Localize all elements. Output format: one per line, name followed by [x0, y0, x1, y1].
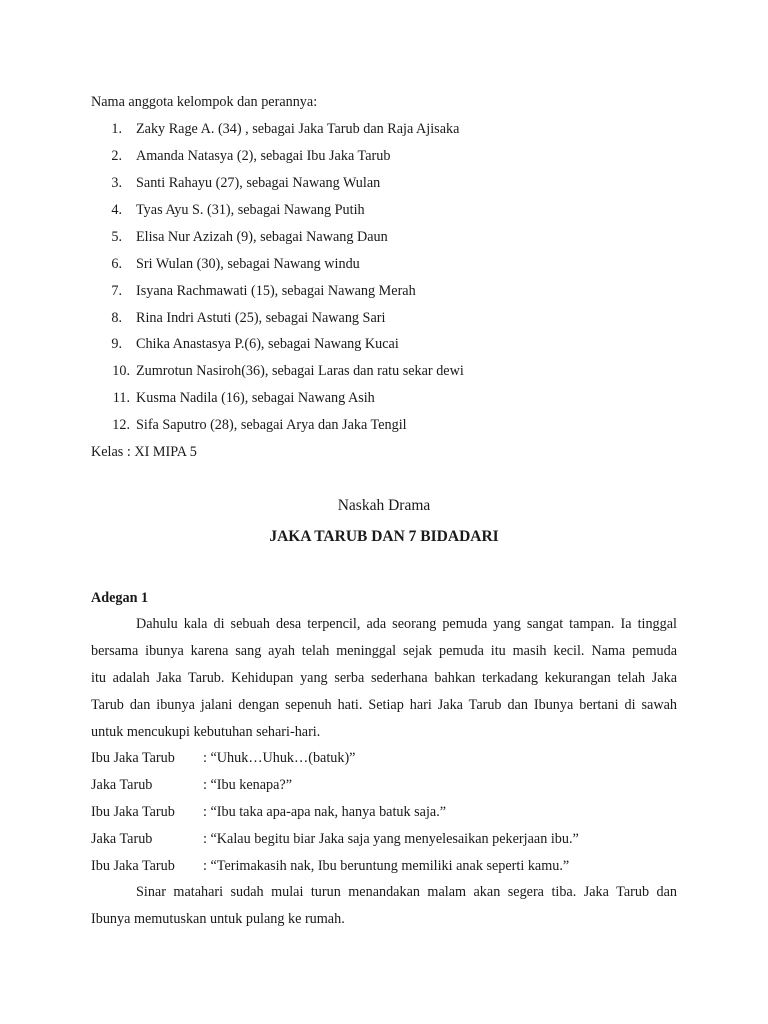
paragraph-line: Dahulu kala di sebuah desa terpencil, ada seorang pemuda yang sangat tampan. Ia tinggal: [136, 616, 677, 632]
list-item-text: Santi Rahayu (27), sebagai Nawang Wulan: [136, 175, 381, 191]
dialogue-line: : “Kalau begitu biar Jaka saja yang menyelesaikan pekerjaan ibu.”: [203, 831, 579, 847]
list-item-number: 7.: [111, 283, 122, 299]
paragraph-line: itu adalah Jaka Tarub. Kehidupan yang serba sederhana bahkan terkadang kekurangan telah Jaka: [91, 670, 677, 686]
narration-paragraph: [91, 611, 677, 746]
dialogue-line: : “Ibu taka apa-apa nak, hanya batuk saja.”: [203, 804, 447, 820]
list-item-number: 4.: [111, 202, 122, 218]
dialogue-line: : “Terimakasih nak, Ibu beruntung memiliki anak seperti kamu.”: [203, 858, 570, 874]
list-item-number: 12.: [112, 417, 130, 433]
list-item-text: Tyas Ayu S. (31), sebagai Nawang Putih: [136, 202, 365, 218]
speaker-name: Ibu Jaka Tarub: [91, 750, 175, 766]
class-label: Kelas : XI MIPA 5: [91, 444, 197, 460]
list-item-text: Sifa Saputro (28), sebagai Arya dan Jaka Tengil: [136, 417, 407, 433]
speaker-name: Jaka Tarub: [91, 831, 153, 847]
list-item-text: Zaky Rage A. (34) , sebagai Jaka Tarub dan Raja Ajisaka: [136, 121, 460, 137]
paragraph-line: Tarub dan ibunya jalani dengan sepenuh hati. Setiap hari Jaka Tarub dan Ibunya bertani di sawah: [91, 697, 677, 713]
list-item-text: Zumrotun Nasiroh(36), sebagai Laras dan ratu sekar dewi: [136, 363, 464, 379]
list-item-text: Rina Indri Astuti (25), sebagai Nawang Sari: [136, 310, 386, 326]
list-item-text: Kusma Nadila (16), sebagai Nawang Asih: [136, 390, 375, 406]
document-title: JAKA TARUB DAN 7 BIDADARI: [269, 528, 499, 545]
list-item-number: 3.: [111, 175, 122, 191]
list-item-number: 8.: [111, 310, 122, 326]
speaker-name: Ibu Jaka Tarub: [91, 858, 175, 874]
list-item-text: Chika Anastasya P.(6), sebagai Nawang Kucai: [136, 336, 399, 352]
list-item-text: Isyana Rachmawati (15), sebagai Nawang Merah: [136, 283, 416, 299]
dialogue-line: : “Ibu kenapa?”: [203, 777, 293, 793]
paragraph-line: bersama ibunya karena sang ayah telah meninggal sejak pemuda itu masih kecil. Nama pemuda: [91, 643, 677, 659]
list-item-number: 5.: [111, 229, 122, 245]
list-item-number: 10.: [112, 363, 130, 379]
speaker-name: Ibu Jaka Tarub: [91, 804, 175, 820]
paragraph-line: untuk mencukupi kebutuhan sehari-hari.: [91, 724, 321, 740]
narration-paragraph: [91, 879, 677, 933]
paragraph-line: Sinar matahari sudah mulai turun menandakan malam akan segera tiba. Jaka Tarub dan: [136, 884, 677, 900]
paragraph-line: Ibunya memutuskan untuk pulang ke rumah.: [91, 911, 345, 927]
dialogue-line: : “Uhuk…Uhuk…(batuk)”: [203, 750, 356, 766]
list-item-number: 9.: [111, 336, 122, 352]
speaker-name: Jaka Tarub: [91, 777, 153, 793]
list-item-number: 1.: [111, 121, 122, 137]
list-item-text: Amanda Natasya (2), sebagai Ibu Jaka Tarub: [136, 148, 391, 164]
document-subtitle: Naskah Drama: [337, 497, 431, 514]
list-item-text: Elisa Nur Azizah (9), sebagai Nawang Daun: [136, 229, 388, 245]
list-item-number: 6.: [111, 256, 122, 272]
list-item-number: 2.: [111, 148, 122, 164]
scene-heading: Adegan 1: [91, 590, 149, 606]
members-heading: Nama anggota kelompok dan perannya:: [91, 94, 318, 110]
list-item-text: Sri Wulan (30), sebagai Nawang windu: [136, 256, 360, 272]
list-item-number: 11.: [112, 390, 130, 406]
